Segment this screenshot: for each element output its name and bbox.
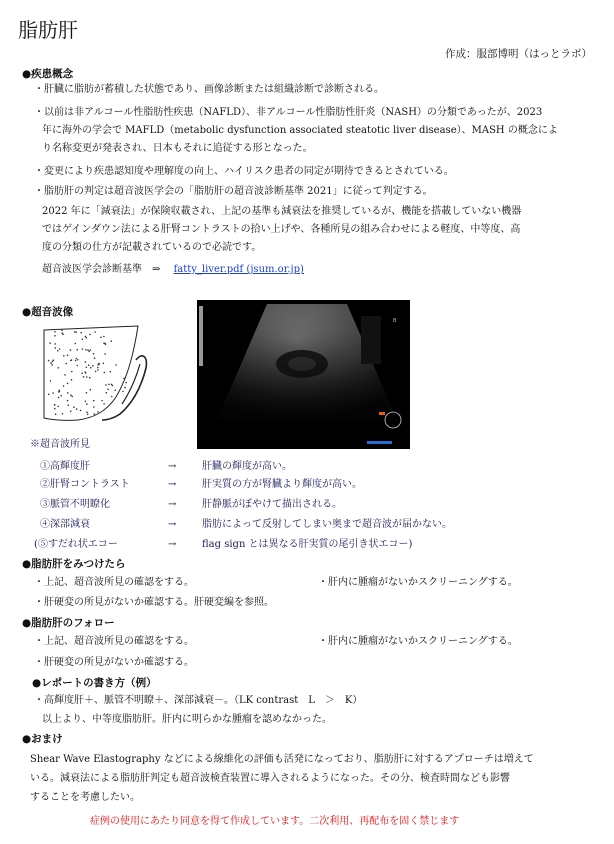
finding-name: (⑤すだれ状エコー [34, 539, 118, 550]
finding-desc: 脂肪によって反射してしまい奥まで超音波が届かない。 [202, 519, 452, 530]
section-heading-when-found: ●脂肪肝をみつけたら [22, 558, 126, 570]
finding-arrow: → [168, 499, 177, 510]
finding-arrow: → [168, 479, 177, 490]
extra-line-3: することを考慮したい。 [30, 792, 140, 803]
follow-bullet-1: ・上記、超音波所見の確認をする。 [34, 636, 194, 647]
found-bullet-1: ・上記、超音波所見の確認をする。 [34, 577, 194, 588]
finding-name: ①高輝度肝 [40, 461, 90, 472]
ultrasound-image [197, 300, 410, 449]
concept-bullet-4: ・脂肪肝の判定は超音波医学会の「脂肪肝の超音波診断基準 2021」に従って判定する。 [34, 186, 433, 197]
finding-arrow: → [168, 539, 177, 550]
found-bullet-2: ・肝内に腫瘤がないかスクリーニングする。 [318, 577, 518, 588]
concept-bullet-2-line1: ・以前は非アルコール性脂肪性疾患（NAFLD）、非アルコール性脂肪性肝炎（NASH）の分類であったが、2023 [34, 107, 543, 118]
section-heading-report-example: ●レポートの書き方（例） [32, 677, 157, 689]
finding-row-3 [40, 494, 560, 515]
finding-desc: flag sign とは異なる肝実質の尾引き状エコー) [202, 539, 413, 550]
finding-name: ②肝腎コントラスト [40, 479, 130, 490]
concept-bullet-2-line3: り名称変更が発表され、日本もそれに追従する形となった。 [42, 143, 313, 154]
finding-arrow: → [168, 461, 177, 472]
reference-row [42, 261, 304, 279]
finding-desc: 肝実質の方が腎臓より輝度が高い。 [202, 479, 362, 490]
finding-desc: 肝臓の輝度が高い。 [202, 461, 292, 472]
section-heading-extra: ●おまけ [22, 733, 63, 745]
extra-line-1: Shear Wave Elastography などによる線維化の評価も活発になっており、脂肪肝に対するアプローチは増えて [30, 754, 534, 765]
finding-arrow: → [168, 519, 177, 530]
concept-bullet-1: ・肝臓に脂肪が蓄積した状態であり、画像診断または組織診断で診断される。 [34, 84, 384, 95]
finding-desc: 肝静脈がぼやけて描出される。 [202, 499, 342, 510]
liver-sketch-illustration [38, 322, 158, 422]
report-line-1: ・高輝度肝＋、脈管不明瞭＋、深部減衰－。（LK contrast L ＞ K） [34, 695, 363, 706]
report-line-2: 以上より、中等度脂肪肝。肝内に明らかな腫瘤を認めなかった。 [42, 714, 332, 725]
page-title: 脂肪肝 [18, 18, 78, 42]
concept-paragraph-line1: 2022 年に「減衰法」が保険収載され、上記の基準も減衰法を推奨しているが、機能を搭載していない機器 [42, 206, 522, 217]
finding-name: ④深部減衰 [40, 519, 90, 530]
reference-label: 超音波医学会診断基準 ⇒ [42, 264, 161, 275]
concept-paragraph-line3: 度の分類の仕方が記載されているので必読です。 [42, 242, 262, 253]
extra-line-2: いる。減衰法による脂肪肝判定も超音波検査装置に導入されるようになった。その分、検査時間なども影響 [30, 773, 510, 784]
reference-link[interactable]: fatty_liver.pdf (jsum.or.jp) [173, 264, 304, 275]
svg-text:B: B [393, 318, 397, 324]
follow-bullet-2: ・肝内に腫瘤がないかスクリーニングする。 [318, 636, 518, 647]
follow-bullet-3: ・肝硬変の所見がないか確認する。 [34, 657, 194, 668]
section-heading-disease-concept: ●疾患概念 [22, 68, 74, 80]
concept-bullet-2-line2: 年に海外の学会で MAFLD（metabolic dysfunction associated steatotic liver disease）、MASH の概念によ [42, 125, 558, 136]
finding-row-4 [40, 514, 560, 535]
section-heading-follow-up: ●脂肪肝のフォロー [22, 617, 115, 629]
section-heading-ultrasound: ●超音波像 [22, 306, 74, 318]
finding-name: ③脈管不明瞭化 [40, 499, 110, 510]
findings-title: ※超音波所見 [30, 439, 90, 450]
usage-notice: 症例の使用にあたり同意を得て作成しています。二次利用、再配布を固く禁じます [90, 816, 460, 827]
concept-bullet-3: ・変更により疾患認知度や理解度の向上、ハイリスク患者の同定が期待できるとされている。 [34, 166, 454, 177]
finding-row-2 [40, 474, 560, 495]
author-credit: 作成：服部博明（はっとラボ） [445, 48, 592, 60]
concept-paragraph-line2: ではゲインダウン法による肝腎コントラストの拾い上げや、各種所見の組み合わせによる軽度、中等度、高 [42, 224, 521, 235]
found-bullet-3: ・肝硬変の所見がないか確認する。肝硬変編を参照。 [34, 597, 274, 608]
finding-row-5 [34, 534, 560, 555]
